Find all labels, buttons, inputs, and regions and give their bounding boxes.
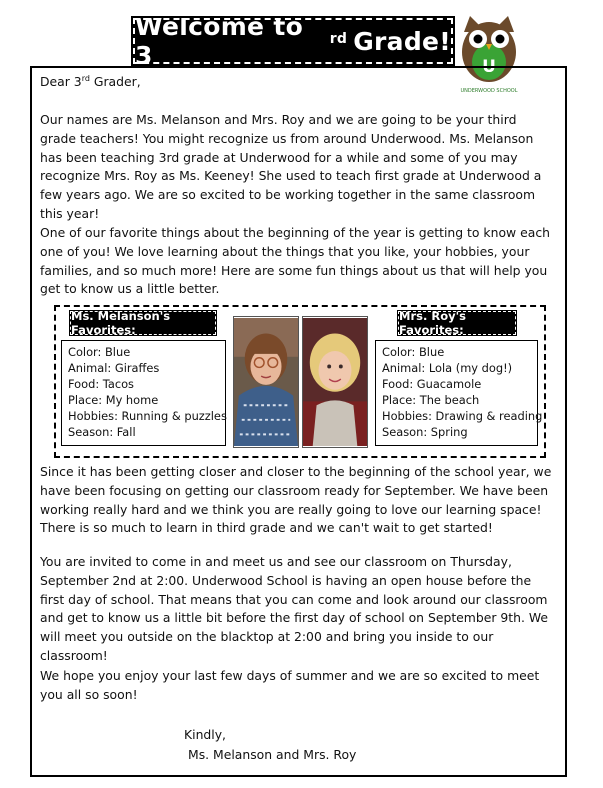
list-item: Color: Blue xyxy=(382,345,445,359)
page-title xyxy=(133,12,453,70)
paragraph-open-house: You are invited to come in and meet us and see our classroom on Thursday, September 2nd at 2:00. Underwood School is having an open house before the first day of school. That means that you can come and look around our classroom and get to know us a little bit before the first day of school on September 9th. We will meet you outside on the blacktop at 2:00 and bring you inside to our classroom! xyxy=(40,554,549,663)
list-item: Food: Guacamole xyxy=(382,377,482,391)
greeting: Dear 3rd Grader, xyxy=(40,74,141,90)
list-item: Animal: Giraffes xyxy=(68,361,160,375)
list-item: Hobbies: Running & puzzles xyxy=(68,409,227,423)
melanson-favorites-list xyxy=(61,340,226,446)
title-end: Grade! xyxy=(353,26,451,56)
melanson-childhood-photo xyxy=(233,316,299,448)
paragraph-intro: Our names are Ms. Melanson and Mrs. Roy and we are going to be your third grade teachers! You might recognize us from around Underwood. Ms. Melanson has been teaching 3rd grade at Underwood for a while and some of you may recognize Mrs. Roy as Ms. Keeney! She used to teach first grade at Underwood a few years ago. We are so excited to be working together in the same classroom this year! xyxy=(40,112,542,221)
logo-text: UNDERWOOD SCHOOL xyxy=(460,88,518,94)
signature: Ms. Melanson and Mrs. Roy xyxy=(188,747,357,762)
list-item: Food: Tacos xyxy=(68,377,134,391)
list-item: Hobbies: Drawing & reading xyxy=(382,409,543,423)
list-item: Place: The beach xyxy=(382,393,480,407)
paragraph-closing: We hope you enjoy your last few days of summer and we are so excited to meet you all so soon! xyxy=(40,668,540,702)
roy-favorites-heading: Mrs. Roy's Favorites: xyxy=(398,311,516,335)
logo-letter: U xyxy=(482,57,496,77)
paragraph-favorites-intro: One of our favorite things about the beginning of the year is getting to know each one of you! We love learning about the things that you like, your hobbies, your families, and so much more! Here are some fun things about us that will help you get to know us a little better. xyxy=(40,225,550,297)
list-item: Season: Fall xyxy=(68,425,136,439)
list-item: Season: Spring xyxy=(382,425,468,439)
list-item: Color: Blue xyxy=(68,345,131,359)
list-item: Animal: Lola (my dog!) xyxy=(382,361,513,375)
roy-childhood-photo xyxy=(302,316,368,448)
title-sup: rd xyxy=(329,31,348,47)
roy-favorites-list xyxy=(375,340,543,446)
title-text: Welcome to 3 xyxy=(135,12,304,70)
paragraph-classroom: Since it has been getting closer and closer to the beginning of the school year, we have been focusing on getting our classroom ready for September. We have been working really hard and we think you are really going to love our learning space! There is so much to learn in third grade and we can't wait to get started! xyxy=(40,464,552,536)
closing-word: Kindly, xyxy=(184,727,226,742)
melanson-favorites-heading: Ms. Melanson's Favorites: xyxy=(70,311,216,335)
list-item: Place: My home xyxy=(68,393,159,407)
